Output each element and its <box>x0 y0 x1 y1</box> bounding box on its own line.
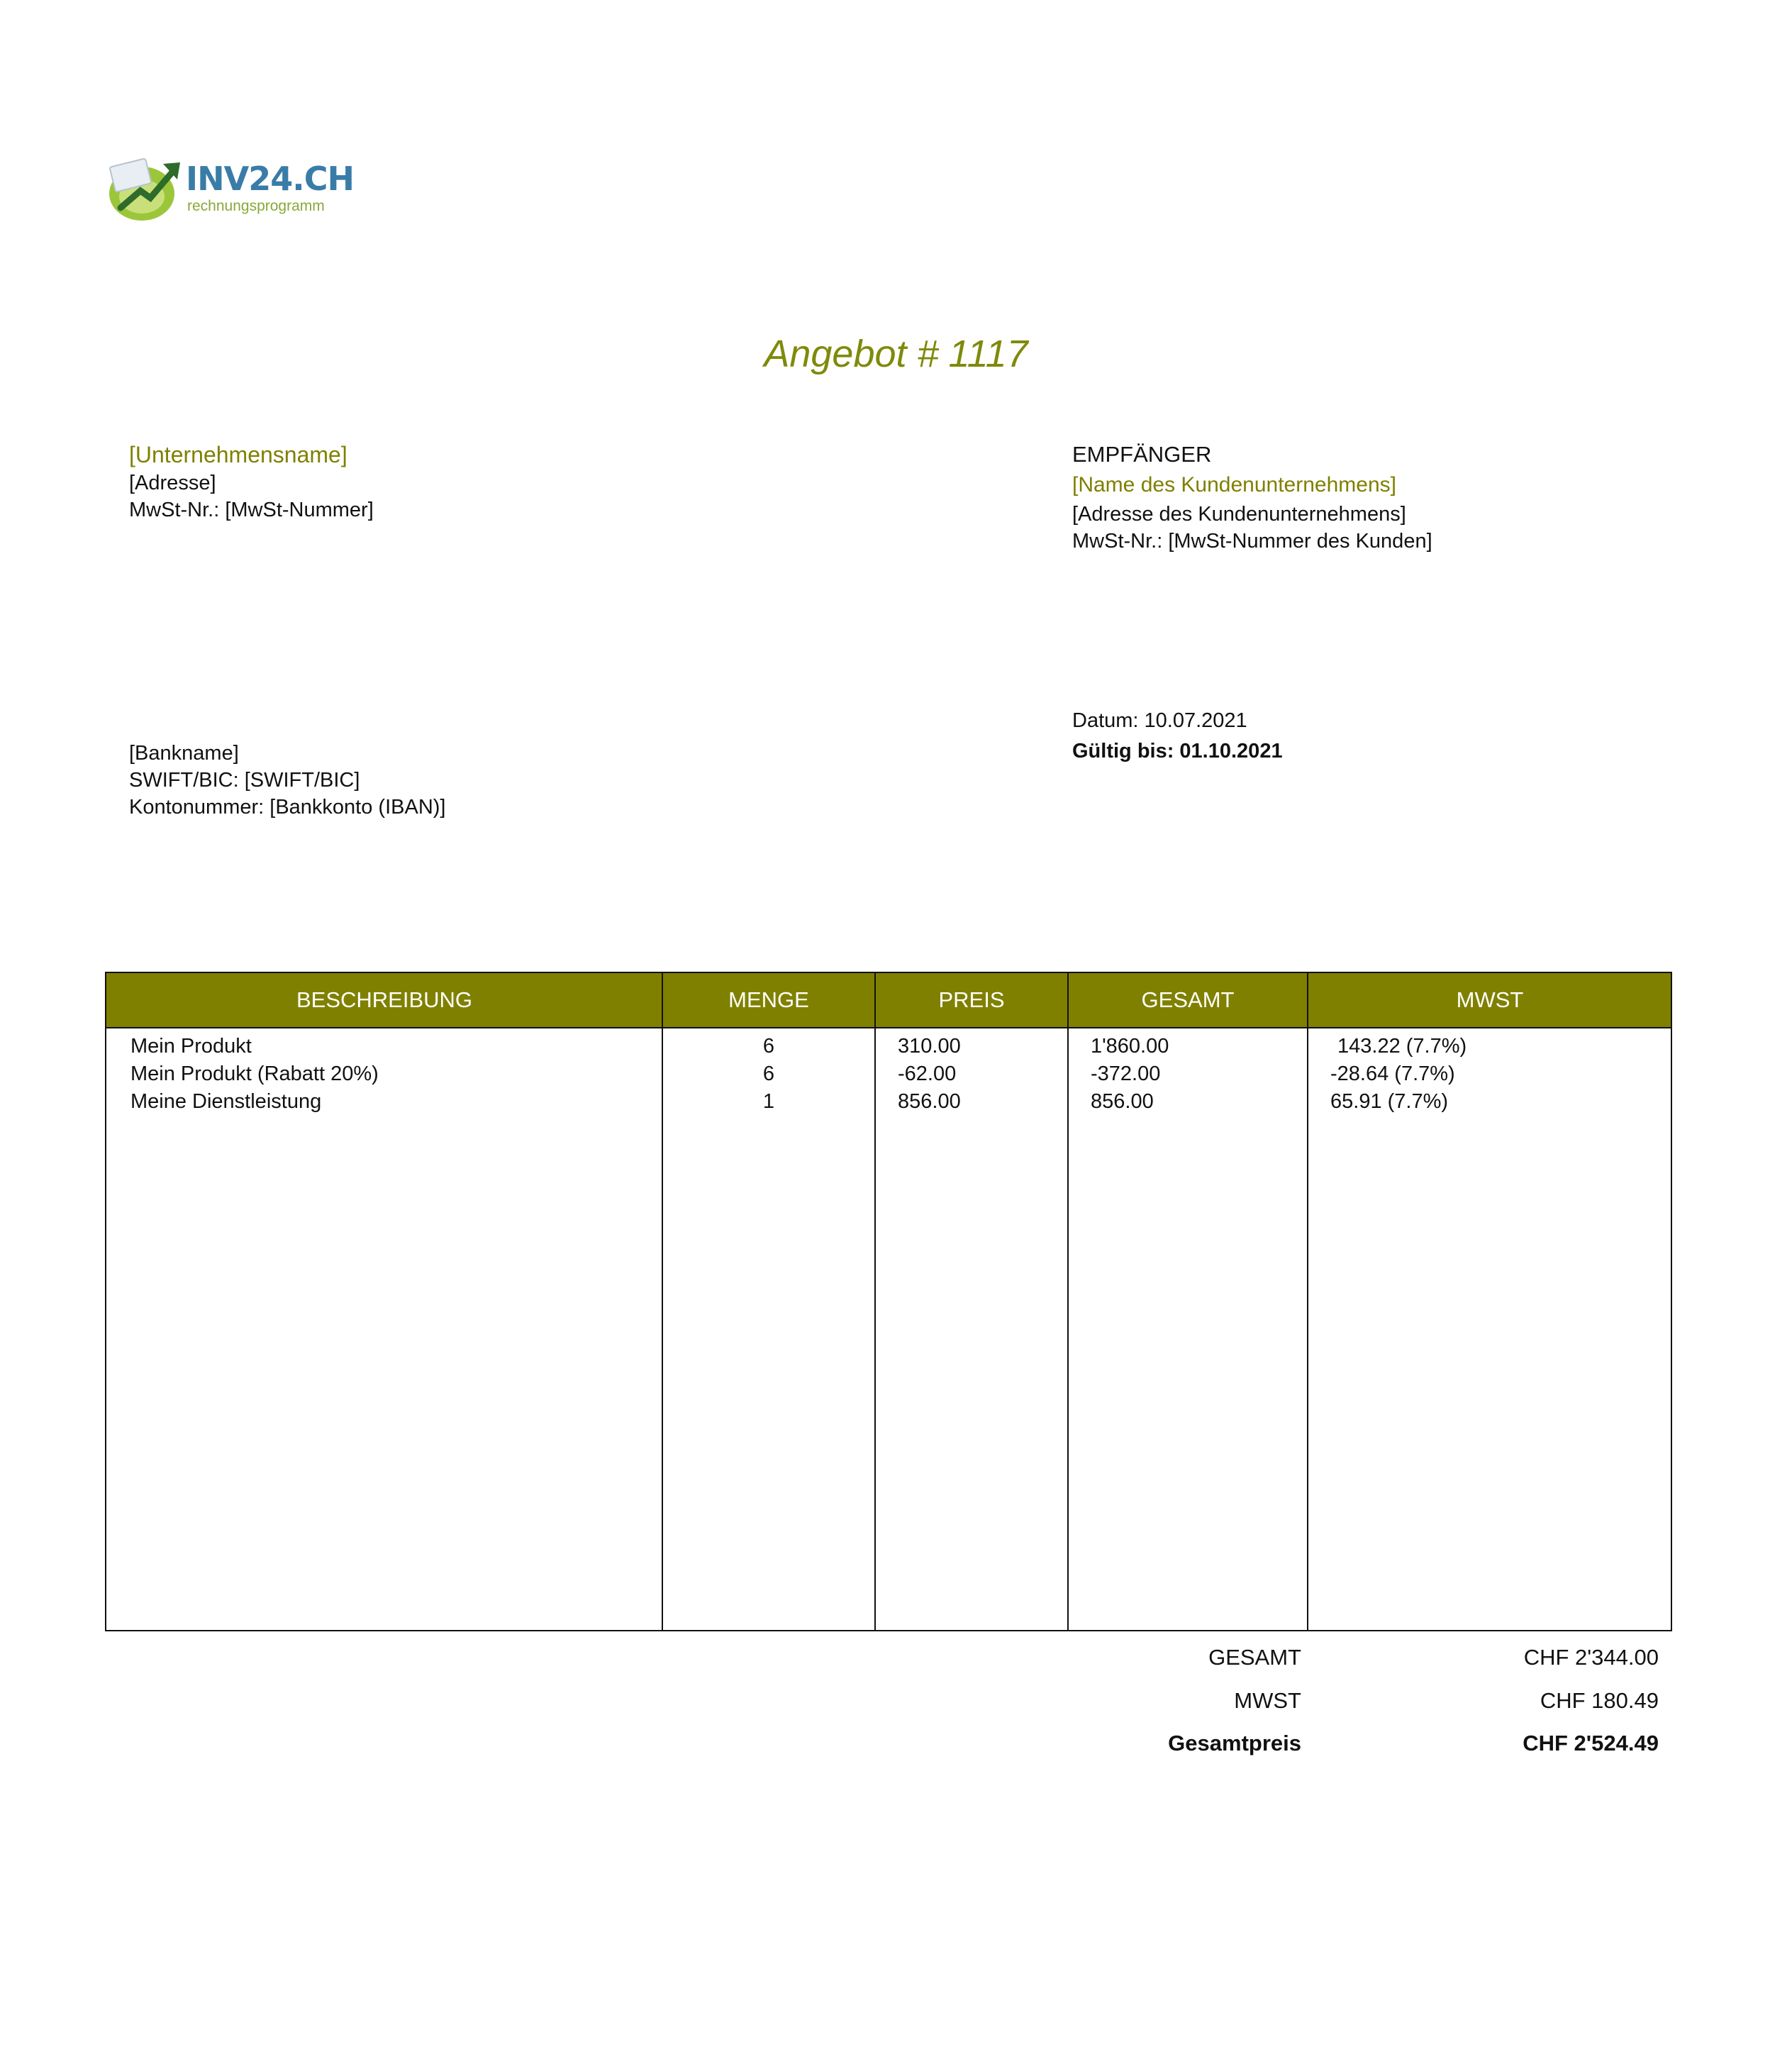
cell-price: -62.00 <box>898 1063 957 1085</box>
header-price: PREIS <box>938 987 1005 1012</box>
logo-mark-icon <box>106 152 184 223</box>
subtotal-label: GESAMT <box>1208 1645 1301 1670</box>
header-vat: MWST <box>1456 987 1524 1012</box>
cell-vat: 65.91 (7.7%) <box>1330 1090 1449 1113</box>
company-logo <box>106 152 354 223</box>
column-divider <box>1067 973 1069 1630</box>
recipient-vat: MwSt-Nr.: [MwSt-Nummer des Kunden] <box>1072 530 1432 553</box>
cell-vat: 143.22 (7.7%) <box>1337 1035 1467 1058</box>
bank-name: [Bankname] <box>129 742 239 765</box>
cell-total: 856.00 <box>1091 1090 1154 1113</box>
grand-total-label: Gesamtpreis <box>1168 1731 1301 1755</box>
logo-tagline: rechnungsprogramm <box>187 198 325 214</box>
recipient-heading: EMPFÄNGER <box>1072 442 1212 467</box>
cell-quantity: 1 <box>762 1090 775 1113</box>
bank-block <box>129 740 445 821</box>
date-text: Datum: 10.07.2021 <box>1072 709 1247 732</box>
recipient-address: [Adresse des Kundenunternehmens] <box>1072 503 1406 526</box>
dates-block <box>1072 704 1283 765</box>
cell-description: Mein Produkt <box>130 1035 252 1058</box>
document-title <box>0 332 1792 376</box>
cell-description: Mein Produkt (Rabatt 20%) <box>130 1063 379 1085</box>
title-number: 1117 <box>948 333 1028 375</box>
cell-quantity: 6 <box>762 1035 775 1058</box>
sender-block <box>129 440 374 523</box>
table-header <box>106 973 1671 1028</box>
cell-vat: -28.64 (7.7%) <box>1330 1063 1455 1085</box>
header-description: BESCHREIBUNG <box>296 987 473 1012</box>
items-table <box>105 972 1672 1631</box>
valid-until-text: Gültig bis: 01.10.2021 <box>1072 740 1283 762</box>
sender-vat: MwSt-Nr.: [MwSt-Nummer] <box>129 499 374 521</box>
sender-address: [Adresse] <box>129 472 216 494</box>
recipient-block <box>1072 440 1432 555</box>
grand-total-value: CHF 2'524.49 <box>1523 1731 1659 1755</box>
vat-total-label: MWST <box>1234 1688 1301 1713</box>
logo-wordmark: INV24.CH <box>186 160 354 198</box>
sender-name: [Unternehmensname] <box>129 442 347 467</box>
cell-total: -372.00 <box>1091 1063 1161 1085</box>
column-divider <box>1307 973 1308 1630</box>
cell-description: Meine Dienstleistung <box>130 1090 322 1113</box>
recipient-name: [Name des Kundenunternehmens] <box>1072 473 1396 497</box>
cell-price: 856.00 <box>898 1090 961 1113</box>
bank-account: Kontonummer: [Bankkonto (IBAN)] <box>129 796 446 819</box>
subtotal-value: CHF 2'344.00 <box>1523 1645 1659 1670</box>
cell-total: 1'860.00 <box>1091 1035 1169 1058</box>
title-label: Angebot # <box>764 333 939 375</box>
bank-swift: SWIFT/BIC: [SWIFT/BIC] <box>129 769 360 792</box>
header-quantity: MENGE <box>728 987 809 1012</box>
header-total: GESAMT <box>1141 987 1235 1012</box>
vat-total-value: CHF 180.49 <box>1540 1688 1659 1713</box>
cell-price: 310.00 <box>898 1035 961 1058</box>
cell-quantity: 6 <box>762 1063 775 1085</box>
